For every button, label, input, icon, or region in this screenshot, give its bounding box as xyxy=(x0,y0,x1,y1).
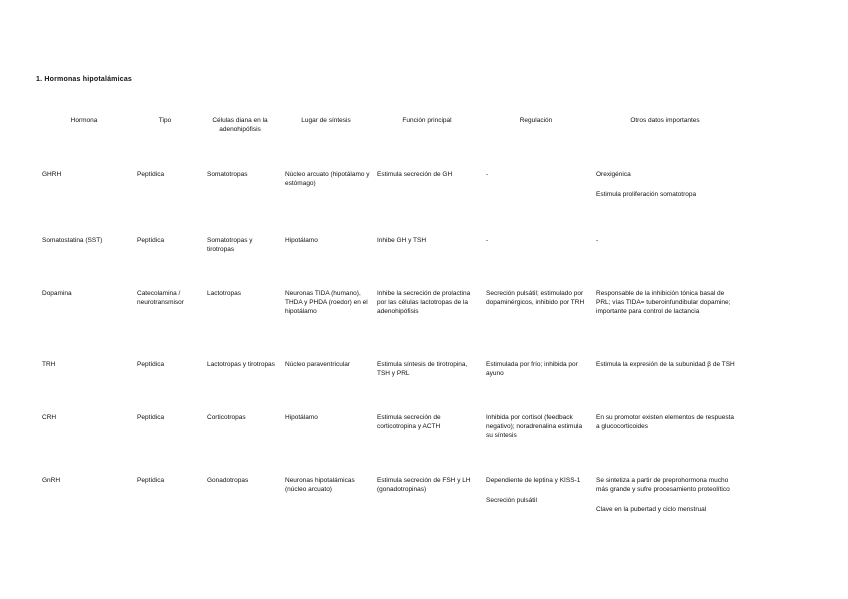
cell-diana: Somatotropas y tirotropas xyxy=(207,237,253,253)
cell-regulacion xyxy=(486,360,590,378)
regulacion-line: Secreción pulsátil xyxy=(486,497,537,504)
regulacion-line: Estimulada por frío; inhibida por ayuno xyxy=(486,361,578,377)
regulacion-line: - xyxy=(486,171,489,178)
header-funcion-principal: Función principal xyxy=(402,117,452,124)
section-title: 1. Hormonas hipotalámicas xyxy=(36,76,133,83)
otros-line: Se sintetiza a partir de preprohormona mucho más grande y sufre procesamiento proteolítico xyxy=(596,477,730,493)
otros-line: Estimula proliferación somatotropa xyxy=(596,191,697,198)
regulacion-line: Secreción pulsátil; estimulado por dopaminérgicos, inhibido por TRH xyxy=(486,290,585,306)
cell-hormona: Dopamina xyxy=(42,290,72,297)
otros-line: Estimula la expresión de la subunidad β de TSH xyxy=(596,361,735,368)
header-hormona: Hormona xyxy=(70,117,98,124)
cell-funcion: Estimula síntesis de tirotropina, TSH y PRL xyxy=(377,361,468,377)
cell-lugar: Neuronas TIDA (humano), THDA y PHDA (roedor) en el hipotálamo xyxy=(285,290,368,315)
header-otros-datos: Otros datos importantes xyxy=(630,117,700,124)
cell-funcion: Inhibe la secreción de prolactina por las células lactotropas de la adenohipófisis xyxy=(377,290,471,315)
cell-tipo: Peptídica xyxy=(137,361,165,368)
regulacion-line: - xyxy=(486,237,489,244)
cell-hormona: GnRH xyxy=(42,477,61,484)
cell-tipo: Peptídica xyxy=(137,171,165,178)
cell-lugar: Hipotálamo xyxy=(285,237,318,244)
cell-regulacion xyxy=(486,413,590,440)
cell-hormona: CRH xyxy=(42,414,57,421)
cell-regulacion xyxy=(486,289,590,307)
cell-lugar: Neuronas hipotalámicas (núcleo arcuato) xyxy=(285,477,355,493)
cell-regulacion xyxy=(486,236,590,245)
cell-otros xyxy=(596,170,736,199)
cell-lugar: Núcleo arcuato (hipotálamo y estómago) xyxy=(285,171,370,187)
cell-tipo: Catecolamina / neurotransmisor xyxy=(137,290,184,306)
cell-hormona: Somatostatina (SST) xyxy=(42,237,103,244)
cell-diana: Somatotropas xyxy=(207,171,248,178)
cell-funcion: Estimula secreción de GH xyxy=(377,171,453,178)
cell-funcion: Estimula secreción de corticotropina y ACTH xyxy=(377,414,441,430)
header-lugar-sintesis: Lugar de síntesis xyxy=(301,117,351,124)
cell-otros xyxy=(596,236,736,245)
cell-lugar: Núcleo paraventricular xyxy=(285,361,351,368)
header-regulacion: Regulación xyxy=(519,117,553,124)
regulacion-line: Dependiente de leptina y KISS-1 xyxy=(486,477,581,484)
cell-regulacion xyxy=(486,476,590,505)
regulacion-line: Inhibida por cortisol (feedback negativo); noradrenalina estimula su síntesis xyxy=(486,414,583,439)
cell-diana: Corticotropas xyxy=(207,414,246,421)
cell-diana: Gonadotropas xyxy=(207,477,249,484)
otros-line: Orexigénica xyxy=(596,171,631,178)
cell-otros xyxy=(596,360,736,369)
otros-line: En su promotor existen elementos de respuesta a glucocorticoides xyxy=(596,414,735,430)
otros-line: Responsable de la inhibición tónica basal de PRL; vías TIDA= tuberoinfundibular dopamine; importante para control de lactancia xyxy=(596,290,731,315)
otros-line: Clave en la pubertad y ciclo menstrual xyxy=(596,506,707,513)
cell-diana: Lactotropas xyxy=(207,290,241,297)
otros-line: - xyxy=(596,237,599,244)
cell-otros xyxy=(596,289,736,316)
cell-regulacion xyxy=(486,170,590,179)
cell-hormona: GHRH xyxy=(42,171,62,178)
cell-diana: Lactotropas y tirotropas xyxy=(207,361,275,368)
cell-tipo: Peptídica xyxy=(137,477,165,484)
cell-tipo: Peptídica xyxy=(137,414,165,421)
cell-lugar: Hipotálamo xyxy=(285,414,318,421)
cell-funcion: Inhibe GH y TSH xyxy=(377,237,427,244)
header-tipo: Tipo xyxy=(158,117,172,124)
cell-hormona: TRH xyxy=(42,361,56,368)
cell-otros xyxy=(596,413,736,431)
cell-tipo: Peptídica xyxy=(137,237,165,244)
header-celulas-diana: Células diana en la adenohipófisis xyxy=(212,117,268,133)
cell-otros xyxy=(596,476,736,514)
cell-funcion: Estimula secreción de FSH y LH (gonadotropinas) xyxy=(377,477,471,493)
